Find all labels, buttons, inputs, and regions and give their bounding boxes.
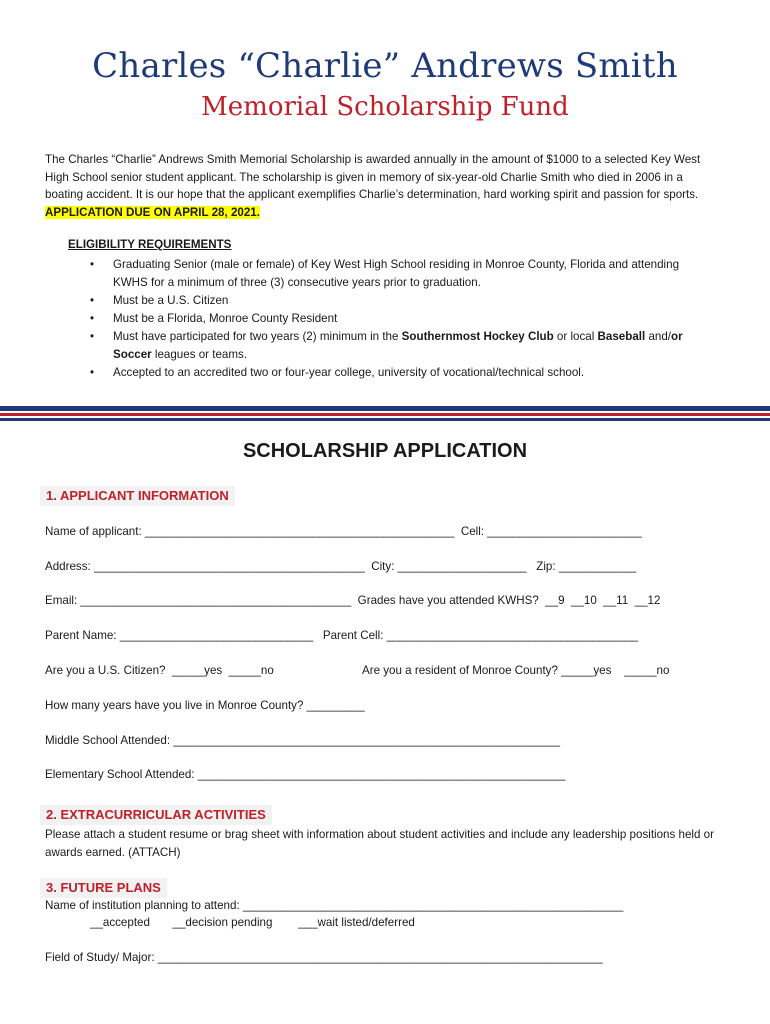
intro-text: The Charles “Charlie” Andrews Smith Memorial Scholarship is awarded annually in the amount of $1000 to a selected Key West High School senior student applicant. The scholarship is given in memory of six-year-old Charlie Smith who died in 2006 in a boating accident. It is our hope that the applicant exemplifies Charlie’s determination, hard working spirit and passion for sports. — [45, 153, 701, 202]
eligibility-item: • Accepted to an accredited two or four-year college, university of vocational/technical school. — [90, 364, 710, 382]
elementary-school-field[interactable]: Elementary School Attended: _________________________________________________________ — [45, 768, 566, 781]
middle-school-field[interactable]: Middle School Attended: ____________________________________________________________ — [45, 734, 561, 747]
page-subtitle: Memorial Scholarship Fund — [201, 92, 569, 122]
section-heading-applicant: 1. APPLICANT INFORMATION — [40, 486, 235, 506]
institution-field[interactable]: Name of institution planning to attend: ___________________________________________________________ — [45, 899, 624, 912]
item-bold-hockey: Southernmost Hockey Club — [401, 330, 554, 343]
resident-field[interactable]: Are you a resident of Monroe County? _____yes _____no — [362, 664, 670, 677]
application-title: SCHOLARSHIP APPLICATION — [242, 440, 528, 462]
eligibility-item — [90, 328, 710, 364]
item-text: or local — [553, 330, 598, 343]
divider-navy-top — [0, 406, 770, 411]
eligibility-item: • Must be a U.S. Citizen — [90, 292, 710, 310]
eligibility-item: • Graduating Senior (male or female) of Key West High School residing in Monroe County, Florida and attending KWHS for a minimum of three (3) consecutive years prior to graduation. — [90, 256, 710, 292]
item-bold-baseball: Baseball — [597, 330, 646, 343]
due-date-highlight: APPLICATION DUE ON APRIL 28, 2021. — [45, 205, 260, 219]
item-bold-soccer: or Soccer — [113, 330, 683, 361]
parent-field[interactable]: Parent Name: ______________________________ Parent Cell: _______________________________________ — [45, 629, 639, 642]
eligibility-list — [90, 256, 710, 382]
item-text: and/ — [645, 330, 672, 343]
admission-status-options[interactable]: __accepted __decision pending ___wait listed/deferred — [90, 916, 415, 929]
eligibility-heading: ELIGIBILITY REQUIREMENTS — [68, 238, 232, 251]
intro-paragraph — [45, 151, 717, 221]
divider-navy-bottom — [0, 418, 770, 421]
section-heading-future: 3. FUTURE PLANS — [40, 878, 167, 898]
section-heading-extracurricular: 2. EXTRACURRICULAR ACTIVITIES — [40, 805, 272, 825]
field-of-study-field[interactable]: Field of Study/ Major: _____________________________________________________________________ — [45, 951, 603, 964]
eligibility-item: • Must be a Florida, Monroe County Resident — [90, 310, 710, 328]
citizen-field[interactable]: Are you a U.S. Citizen? _____yes _____no — [45, 664, 274, 677]
divider-red — [0, 413, 770, 416]
extracurricular-text: Please attach a student resume or brag sheet with information about student activities and include any leadership positions held or awards earned. (ATTACH) — [45, 828, 714, 859]
item-text: leagues or teams. — [151, 348, 248, 361]
email-field[interactable]: Email: __________________________________________ Grades have you attended KWHS? __9 __10 __11 __12 — [45, 594, 661, 607]
applicant-name-field[interactable]: Name of applicant: ________________________________________________ Cell: ________________________ — [45, 525, 642, 538]
item-text: Must have participated for two years (2) minimum in the — [113, 330, 402, 343]
years-field[interactable]: How many years have you live in Monroe County? _________ — [45, 699, 365, 712]
address-field[interactable]: Address: __________________________________________ City: ____________________ Zip: ____________ — [45, 560, 637, 573]
page-title: Charles “Charlie” Andrews Smith — [92, 46, 678, 86]
